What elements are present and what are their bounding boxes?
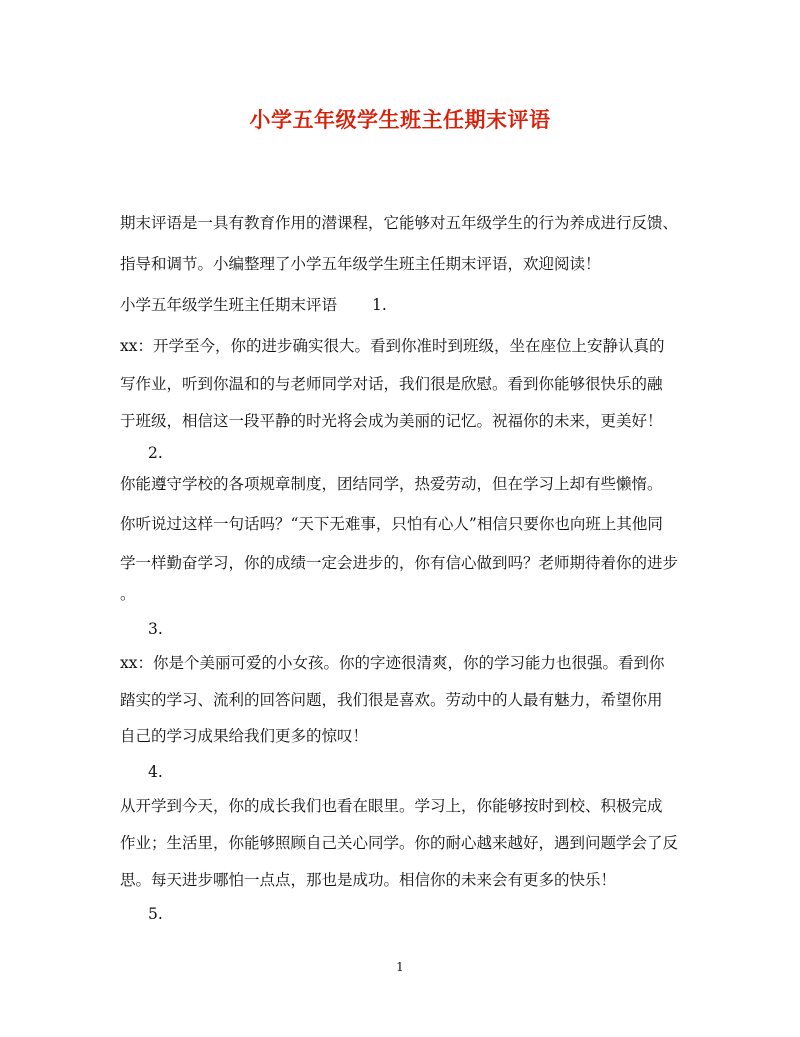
- entry-number: 2.: [148, 444, 163, 462]
- entry-number: 5.: [148, 905, 163, 923]
- entry-line: 思。每天进步哪怕一点点，那也是成功。相信你的未来会有更多的快乐！: [120, 871, 617, 889]
- entry-line: 写作业，听到你温和的与老师同学对话，我们很是欣慰。看到你能够很快乐的融: [120, 375, 663, 393]
- entry-line: 你能遵守学校的各项规章制度，团结同学，热爱劳动，但在学习上却有些懒惰。: [120, 475, 663, 493]
- intro-line: 期末评语是一具有教育作用的潜课程，它能够对五年级学生的行为养成进行反馈、: [120, 214, 679, 232]
- entry-line: xx：开学至今，你的进步确实很大。看到你准时到班级，坐在座位上安静认真的: [120, 337, 665, 355]
- entry-line: 。: [120, 585, 136, 603]
- page-number: 1: [396, 960, 404, 974]
- entry-line: xx：你是个美丽可爱的小女孩。你的字迹很清爽，你的学习能力也很强。看到你: [120, 654, 665, 672]
- section-heading: 小学五年级学生班主任期末评语: [120, 296, 338, 314]
- entry-number: 4.: [148, 763, 163, 781]
- document-title: 小学五年级学生班主任期末评语: [249, 107, 551, 132]
- entry-line: 从开学到今天，你的成长我们也看在眼里。学习上，你能够按时到校、积极完成: [120, 797, 663, 815]
- entry-line: 于班级，相信这一段平静的时光将会成为美丽的记忆。祝福你的未来，更美好！: [120, 412, 663, 430]
- entry-line: 你听说过这样一句话吗？“天下无难事，只怕有心人”相信只要你也向班上其他同: [120, 515, 663, 533]
- entry-line: 作业；生活里，你能够照顾自己关心同学。你的耐心越来越好，遇到问题学会了反: [120, 834, 679, 852]
- entry-number: 3.: [148, 620, 163, 638]
- entry-number: 1.: [372, 296, 387, 314]
- entry-line: 学一样勤奋学习，你的成绩一定会进步的，你有信心做到吗？老师期待着你的进步: [120, 554, 679, 572]
- entry-line: 自己的学习成果给我们更多的惊叹！: [120, 727, 369, 745]
- entry-line: 踏实的学习、流利的回答问题，我们很是喜欢。劳动中的人最有魅力，希望你用: [120, 691, 663, 709]
- intro-line: 指导和调节。小编整理了小学五年级学生班主任期末评语，欢迎阅读！: [120, 255, 601, 273]
